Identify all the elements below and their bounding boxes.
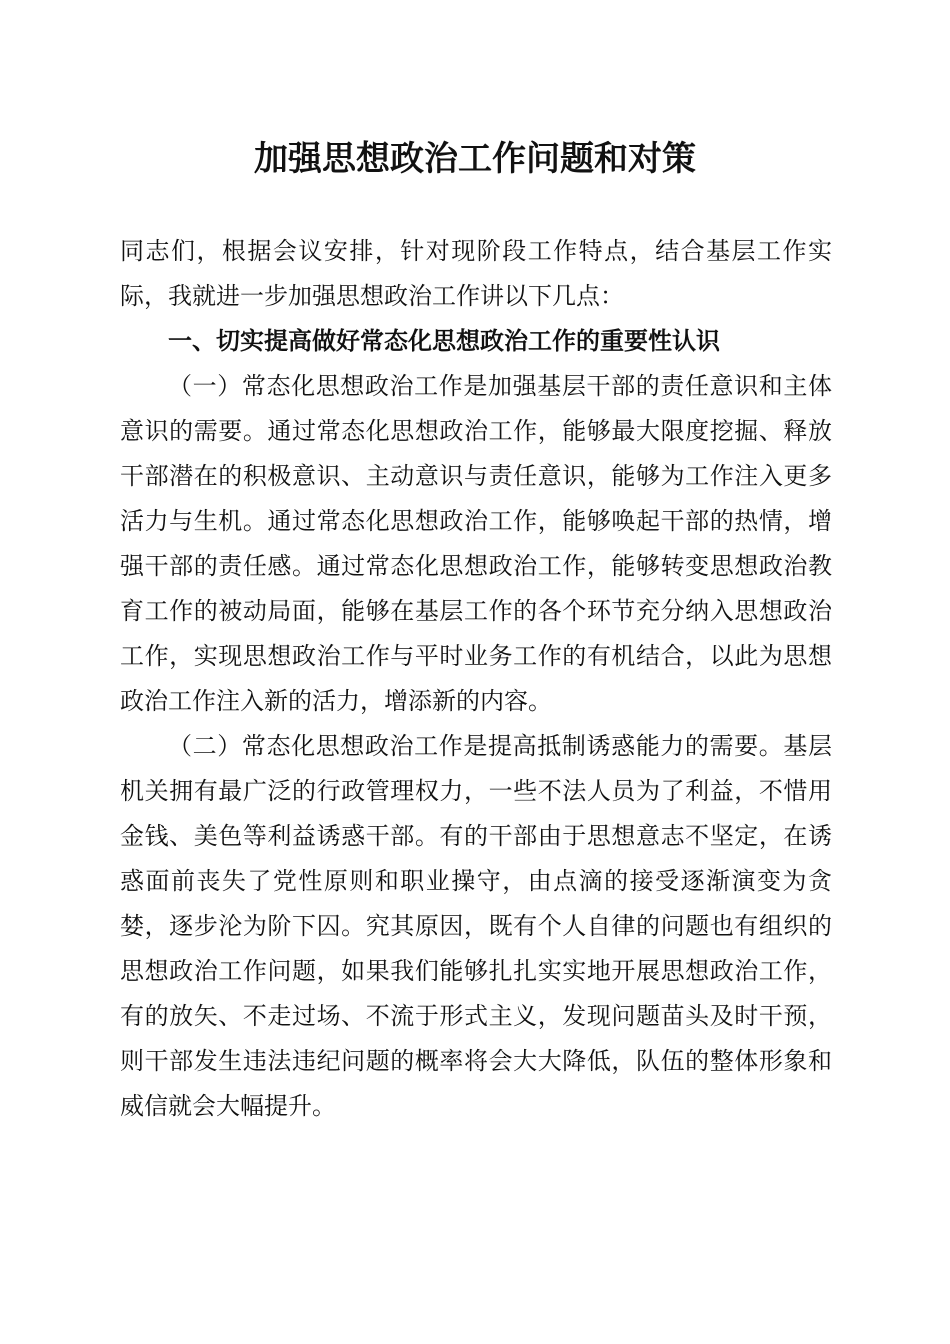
- document-body: [120, 229, 832, 1129]
- section-heading: 一、切实提高做好常态化思想政治工作的重要性认识: [168, 327, 720, 355]
- body-paragraph: （一）常态化思想政治工作是加强基层干部的责任意识和主体意识的需要。通过常态化思想政治工作，能够最大限度挖掘、释放干部潜在的积极意识、主动意识与责任意识，能够为工作注入更多活力与生机。通过常态化思想政治工作，能够唤起干部的热情，增强干部的责任感。通过常态化思想政治工作，能够转变思想政治教育工作的被动局面，能够在基层工作的各个环节充分纳入思想政治工作，实现思想政治工作与平时业务工作的有机结合，以此为思想政治工作注入新的活力，增添新的内容。: [120, 372, 832, 715]
- body-paragraph: （二）常态化思想政治工作是提高抵制诱惑能力的需要。基层机关拥有最广泛的行政管理权力，一些不法人员为了利益，不惜用金钱、美色等利益诱惑干部。有的干部由于思想意志不坚定，在诱惑面前丧失了党性原则和职业操守，由点滴的接受逐渐演变为贪婪，逐步沦为阶下囚。究其原因，既有个人自律的问题也有组织的思想政治工作问题，如果我们能够扎扎实实地开展思想政治工作，有的放矢、不走过场、不流于形式主义，发现问题苗头及时干预，则干部发生违法违纪问题的概率将会大大降低，队伍的整体形象和威信就会大幅提升。: [120, 732, 832, 1120]
- intro-paragraph: 同志们，根据会议安排，针对现阶段工作特点，结合基层工作实际，我就进一步加强思想政治工作讲以下几点：: [120, 237, 832, 310]
- document-title: 加强思想政治工作问题和对策: [254, 139, 696, 179]
